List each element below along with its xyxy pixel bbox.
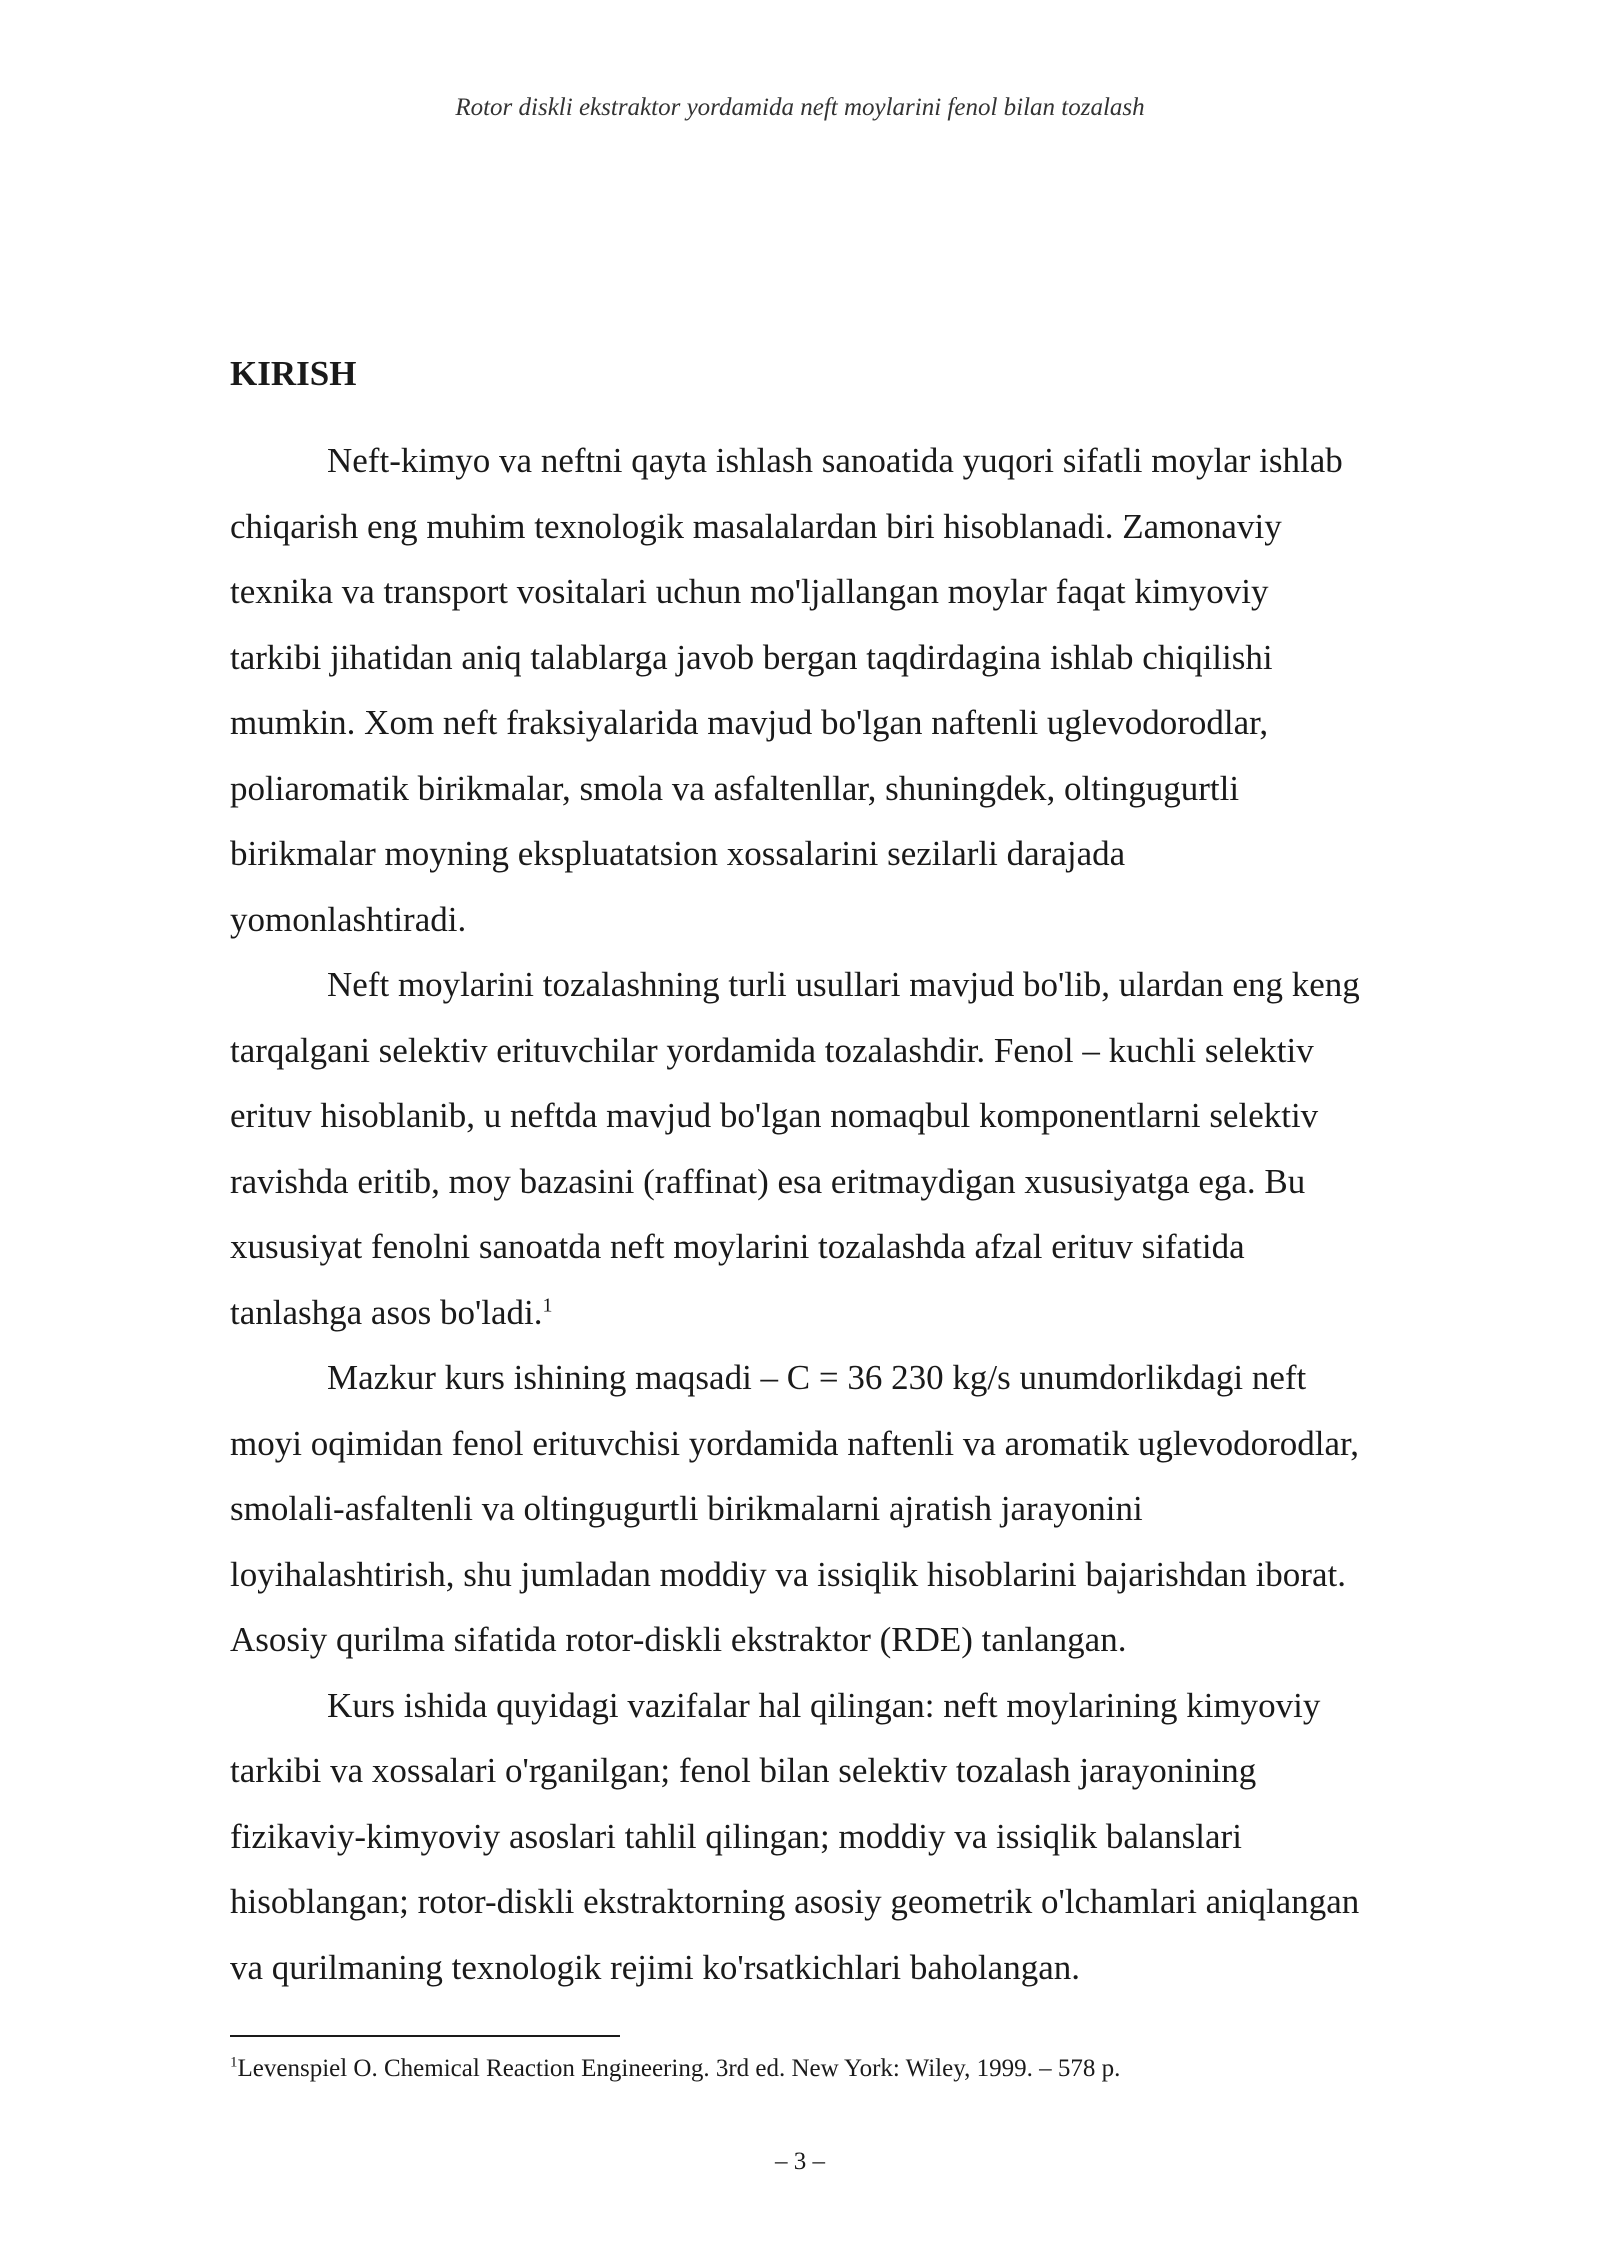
footnote-text: Levenspiel O. Chemical Reaction Engineering. 3rd ed. New York: Wiley, 1999. – 578 p. [237, 2055, 1121, 2082]
paragraph-line: va qurilmaning texnologik rejimi ko'rsatkichlari baholangan. [230, 1947, 1080, 1987]
paragraph-line: fizikaviy-kimyoviy asoslari tahlil qilingan; moddiy va issiqlik balanslari [230, 1816, 1242, 1856]
paragraph-line: smolali-asfaltenli va oltingugurtli birikmalarni ajratish jarayonini [230, 1489, 1143, 1528]
page-number: – 3 – [775, 2148, 825, 2175]
paragraph-line-with-footnote [230, 1280, 1455, 1346]
paragraph-3 [230, 1345, 1455, 1673]
paragraph-line: Kurs ishida quyidagi vazifalar hal qilingan: neft moylarining kimyoviy [327, 1685, 1321, 1725]
footnote-separator [230, 2035, 620, 2037]
paragraph-1 [230, 428, 1455, 952]
paragraph-line-text: tanlashga asos bo'ladi. [230, 1292, 543, 1332]
paragraph-line: tarkibi va xossalari o'rganilgan; fenol bilan selektiv tozalash jarayonining [230, 1751, 1257, 1790]
main-content [230, 350, 1455, 2000]
paragraph-line: Asosiy qurilma sifatida rotor-diskli ekstraktor (RDE) tanlangan. [230, 1620, 1127, 1659]
paragraph-line: tarkibi jihatidan aniq talablarga javob bergan taqdirdagina ishlab chiqilishi [230, 637, 1273, 677]
footnote-reference[interactable]: 1 [542, 1293, 553, 1316]
paragraph-4 [230, 1673, 1455, 2001]
footnote-marker: 1 [230, 2054, 238, 2071]
paragraph-line: chiqarish eng muhim texnologik masalalardan biri hisoblanadi. Zamonaviy [230, 506, 1282, 546]
paragraph-line: ravishda eritib, moy bazasini (raffinat) esa eritmaydigan xususiyatga ega. Bu [230, 1161, 1306, 1201]
paragraph-line: Neft moylarini tozalashning turli usullari mavjud bo'lib, ulardan eng keng [327, 965, 1360, 1004]
paragraph-line: yomonlashtiradi. [230, 899, 467, 939]
paragraph-line: Neft-kimyo va neftni qayta ishlash sanoatida yuqori sifatli moylar ishlab [327, 441, 1343, 480]
paragraph-line: hisoblangan; rotor-diskli ekstraktorning asosiy geometrik o'lchamlari aniqlangan [230, 1882, 1360, 1921]
paragraph-2 [230, 952, 1455, 1345]
paragraph-line: mumkin. Xom neft fraksiyalarida mavjud bo'lgan naftenli uglevodorodlar, [230, 703, 1269, 742]
running-header: Rotor diskli ekstraktor yordamida neft moylarini fenol bilan tozalash [455, 94, 1145, 121]
paragraph-line: texnika va transport vositalari uchun mo'ljallangan moylar faqat kimyoviy [230, 572, 1269, 611]
paragraph-line: Mazkur kurs ishining maqsadi – C = 36 230 kg/s unumdorlikdagi neft [327, 1358, 1307, 1397]
paragraph-line: poliaromatik birikmalar, smola va asfaltenllar, shuningdek, oltingugurtli [230, 768, 1240, 808]
paragraph-line: erituv hisoblanib, u neftda mavjud bo'lgan nomaqbul komponentlarni selektiv [230, 1096, 1319, 1135]
paragraph-line: tarqalgani selektiv erituvchilar yordamida tozalashdir. Fenol – kuchli selektiv [230, 1030, 1314, 1070]
paragraph-line: loyihalashtirish, shu jumladan moddiy va issiqlik hisoblarini bajarishdan iborat. [230, 1554, 1346, 1594]
paragraph-line: moyi oqimidan fenol erituvchisi yordamida naftenli va aromatik uglevodorodlar, [230, 1423, 1359, 1463]
section-heading: KIRISH [230, 354, 357, 393]
paragraph-line: birikmalar moyning ekspluatatsion xossalarini sezilarli darajada [230, 834, 1126, 873]
paragraph-line: xususiyat fenolni sanoatda neft moylarini tozalashda afzal erituv sifatida [230, 1227, 1245, 1266]
footnote [230, 2052, 1455, 2086]
